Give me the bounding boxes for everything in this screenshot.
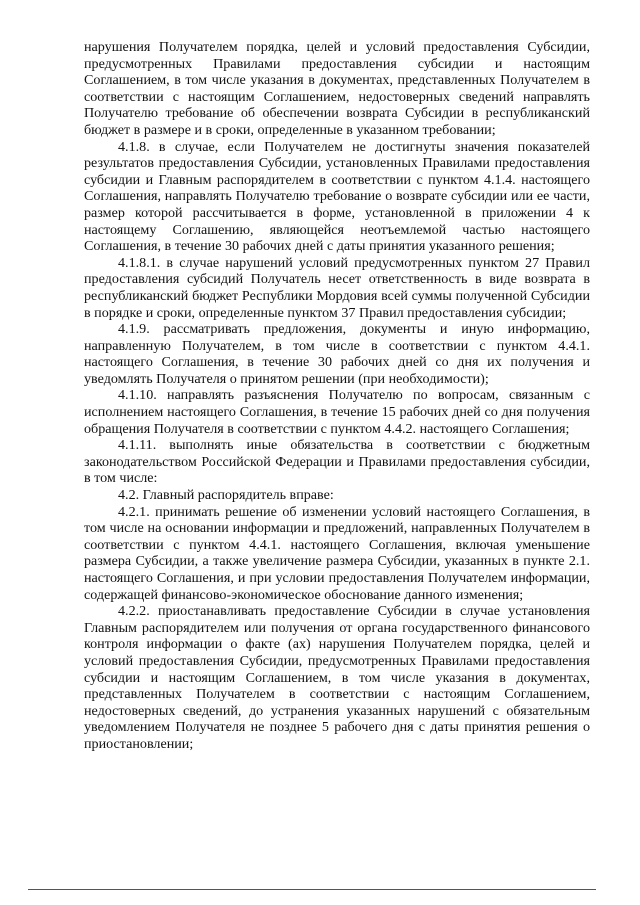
footer-divider — [28, 889, 596, 890]
paragraph-4-2-2: 4.2.2. приостанавливать предоставление Субсидии в случае установления Главным распорядителем или получения от органа государственного финансового контроля информации о факте (ах) нарушения Получателем порядка, целей и условий предоставления Субсидии, предусмотренных Правилами предоставления субсидии и настоящим Соглашением, в том числе указания в документах, представленных Получателем в соответствии с настоящим Соглашением, недостоверных сведений, до устранения указанных нарушений с обязательным уведомлением Получателя не позднее 5 рабочего дня с даты принятия решения о приостановлении; — [84, 603, 590, 752]
paragraph-4-1-11: 4.1.11. выполнять иные обязательства в соответствии с бюджетным законодательством Российской Федерации и Правилами предоставления субсидии, в том числе: — [84, 437, 590, 487]
paragraph-4-1-9: 4.1.9. рассматривать предложения, документы и иную информацию, направленную Получателем, в том числе в соответствии с пунктом 4.4.1. настоящего Соглашения, в течение 30 рабочих дней со дня их получения и уведомлять Получателя о принятом решении (при необходимости); — [84, 321, 590, 387]
document-body — [84, 39, 590, 753]
paragraph-4-2-1: 4.2.1. принимать решение об изменении условий настоящего Соглашения, в том числе на основании информации и предложений, направленных Получателем в соответствии с пунктом 4.4.1. настоящего Соглашения, включая уменьшение размера Субсидии, а также увеличение размера Субсидии, указанных в пункте 2.1. настоящего Соглашения, и при условии предоставления Получателем информации, содержащей финансово-экономическое обоснование данного изменения; — [84, 503, 590, 603]
paragraph-continuation: нарушения Получателем порядка, целей и условий предоставления Субсидии, предусмотренных Правилами предоставления субсидии и настоящим Соглашением, в том числе указания в документах, представленных Получателем в соответствии с настоящим Соглашением, недостоверных сведений направлять Получателю требование об обеспечении возврата Субсидии в республиканский бюджет в размере и в сроки, определенные в указанном требовании; — [84, 39, 590, 138]
paragraph-4-1-8: 4.1.8. в случае, если Получателем не достигнуты значения показателей результатов предоставления Субсидии, установленных Правилами предоставления субсидии и Главным распорядителем в соответствии с пунктом 4.1.4. настоящего Соглашения, направлять Получателю требование о возврате субсидии или ее части, размер которой рассчитывается в форме, установленной в приложении 4 к настоящему Соглашению, являющейся неотъемлемой частью настоящего Соглашения, в течение 30 рабочих дней с даты принятия указанного решения; — [84, 138, 590, 255]
paragraph-4-1-10: 4.1.10. направлять разъяснения Получателю по вопросам, связанным с исполнением настоящего Соглашения, в течение 15 рабочих дней со дня получения обращения Получателя в соответствии с пунктом 4.4.2. настоящего Соглашения; — [84, 387, 590, 437]
paragraph-4-1-8-1: 4.1.8.1. в случае нарушений условий предусмотренных пунктом 27 Правил предоставления субсидий Получатель несет ответственность в виде возврата в республиканский бюджет Республики Мордовия всей суммы полученной Субсидии в порядке и сроки, определенные пунктом 37 Правил предоставления субсидии; — [84, 254, 590, 321]
paragraph-4-2: 4.2. Главный распорядитель вправе: — [118, 487, 334, 504]
